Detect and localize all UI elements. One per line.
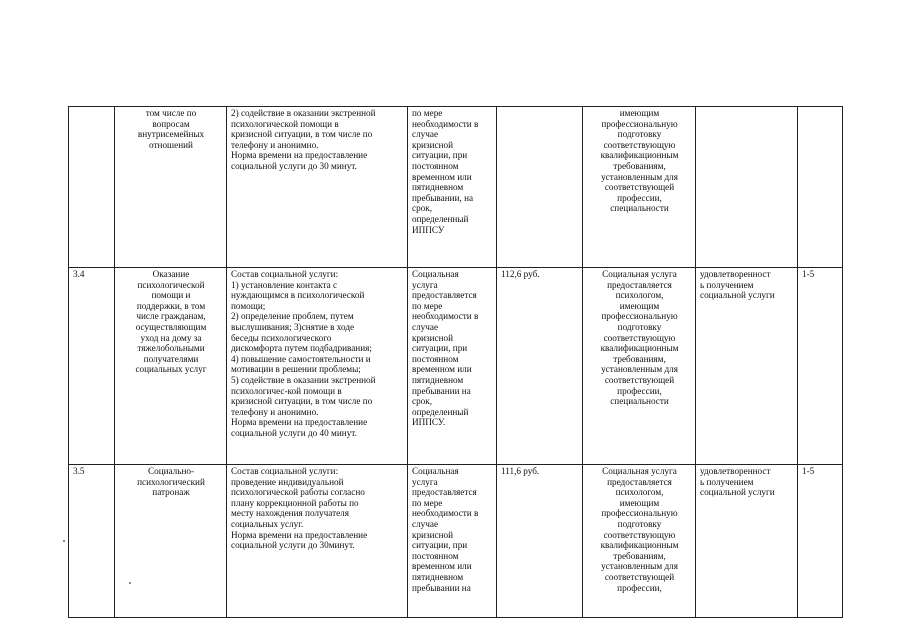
- cell-text-line: кризисной: [412, 139, 454, 150]
- cell-text-line: телефону и анонимно.: [231, 406, 319, 417]
- staff-requirements-cell: [583, 465, 696, 618]
- table-row: [69, 268, 843, 465]
- cell-text-line: необходимости в: [412, 508, 479, 519]
- cell-text-line: временном или: [412, 364, 472, 375]
- cell-text-line: Социальная: [412, 269, 459, 279]
- service-name-cell: [115, 465, 227, 618]
- cell-text-line: имеющим: [619, 108, 660, 118]
- cell-text-line: удовлетворенност: [700, 269, 771, 279]
- cell-text-line: кризисной: [412, 529, 454, 540]
- scan-speck: [63, 540, 65, 542]
- cell-text: 111,6 руб.: [501, 466, 540, 476]
- cell-text-line: поддержки, в том: [136, 300, 206, 311]
- cell-text-line: внутрисемейных: [137, 129, 205, 140]
- cell-text: 1-5: [802, 466, 815, 476]
- quality-indicator-cell: [696, 268, 798, 465]
- cell-text-line: предоставляется: [412, 487, 477, 498]
- cell-text-line: по мере: [412, 300, 443, 311]
- cell-text-line: установленным для: [601, 171, 678, 182]
- cell-text-line: социальной услуги до 30минут.: [231, 540, 355, 551]
- cell-text-line: Состав социальной услуги:: [231, 466, 339, 476]
- cell-text-line: пребывании, на: [412, 192, 474, 203]
- cell-text-line: ь получением: [700, 279, 754, 290]
- cell-text-line: патронаж: [152, 487, 190, 498]
- cell-text-line: помощи и: [151, 290, 191, 301]
- cell-text-line: 5) содействие в оказании экстренной: [231, 374, 376, 385]
- cell-text-line: соответствующей: [604, 571, 675, 582]
- cell-text-line: ситуации, при: [412, 540, 468, 551]
- cell-text-line: постоянном: [412, 160, 459, 171]
- service-content-cell: [227, 268, 408, 465]
- cell-text-line: отношений: [149, 139, 193, 150]
- cell-text-line: необходимости в: [412, 118, 479, 129]
- row-number-cell: [69, 268, 115, 465]
- cell-text-line: социальной услуги до 30 минут.: [231, 160, 357, 171]
- cell-text-line: получателями: [143, 353, 199, 364]
- cell-text-line: психологом,: [615, 290, 664, 301]
- service-name-cell: [115, 107, 227, 268]
- cell-text-line: ИППСУ: [412, 224, 445, 235]
- cell-text-line: случае: [412, 518, 439, 529]
- cell-text-line: ИППСУ.: [412, 417, 446, 428]
- service-name-cell: [115, 268, 227, 465]
- cell-text-line: числе гражданам,: [136, 311, 206, 322]
- cell-text-line: психологической: [137, 279, 205, 290]
- cell-text-line: требованиям,: [613, 160, 666, 171]
- cell-text-line: беседы психологического: [231, 332, 332, 343]
- cell-text-line: установленным для: [601, 561, 678, 572]
- cell-text-line: тяжелобольными: [137, 343, 205, 354]
- cell-text-line: пятидневном: [412, 374, 464, 385]
- table-body: [69, 107, 843, 618]
- cell-text-line: удовлетворенност: [700, 466, 771, 476]
- cell-text-line: Норма времени на предоставление: [231, 417, 368, 428]
- scan-speck: [129, 582, 131, 584]
- cell-text-line: кризисной: [412, 332, 454, 343]
- cell-text-line: определенный: [412, 213, 469, 224]
- service-conditions-cell: [408, 107, 497, 268]
- cell-text-line: социальной услуги до 40 минут.: [231, 427, 357, 438]
- cell-text-line: подготовку: [617, 129, 662, 140]
- cell-text-line: нуждающимся в психологической: [231, 290, 365, 301]
- cell-text-line: услуга: [412, 279, 438, 290]
- cell-text-line: пребывании на: [412, 385, 471, 396]
- cell-text-line: имеющим: [619, 300, 660, 311]
- cell-text-line: постоянном: [412, 550, 459, 561]
- cell-text-line: социальной услуги: [700, 487, 775, 498]
- cell-text-line: Социально-: [147, 466, 195, 476]
- cell-text-line: временном или: [412, 561, 472, 572]
- cell-text-line: профессии,: [617, 385, 662, 396]
- cell-text-line: предоставляется: [607, 279, 672, 290]
- cell-text-line: временном или: [412, 171, 472, 182]
- cell-text: 112,6 руб.: [501, 269, 540, 279]
- period-cell: [798, 465, 843, 618]
- cell-text-line: соответствующую: [603, 332, 676, 343]
- cell-text-line: помощи;: [231, 300, 266, 311]
- cell-text-line: необходимости в: [412, 311, 479, 322]
- cell-text-line: ситуации, при: [412, 343, 468, 354]
- cell-text-line: выслушивания; 3)снятие в ходе: [231, 321, 355, 332]
- period-cell: [798, 107, 843, 268]
- cell-text-line: случае: [412, 129, 439, 140]
- cell-text-line: кризисной ситуации, в том числе по: [231, 396, 373, 407]
- row-number-cell: [69, 107, 115, 268]
- cell-text-line: подготовку: [617, 518, 662, 529]
- quality-indicator-cell: [696, 107, 798, 268]
- service-conditions-cell: [408, 465, 497, 618]
- cell-text-line: установленным для: [601, 364, 678, 375]
- cell-text-line: 2) определение проблем, путем: [231, 311, 354, 322]
- row-number-cell: [69, 465, 115, 618]
- cell-text-line: по мере: [412, 497, 443, 508]
- staff-requirements-cell: [583, 107, 696, 268]
- cell-text-line: соответствующей: [604, 182, 675, 193]
- cell-text-line: вопросам: [152, 118, 190, 129]
- cell-text-line: социальных услуг.: [231, 518, 304, 529]
- cell-text-line: дискомфорта путем подбадривания;: [231, 343, 372, 354]
- cell-text-line: 1) установление контакта с: [231, 279, 338, 290]
- cell-text-line: психологом,: [615, 487, 664, 498]
- cell-text-line: осуществляющим: [135, 321, 207, 332]
- cell-text-line: имеющим: [619, 497, 660, 508]
- cell-text-line: услуга: [412, 476, 438, 487]
- cell-text-line: срок,: [412, 203, 433, 214]
- cell-text-line: требованиям,: [613, 550, 666, 561]
- cell-text-line: 2) содействие в оказании экстренной: [231, 108, 376, 118]
- cell-text: 3.4: [73, 269, 85, 279]
- cell-text-line: психологической работы согласно: [231, 487, 365, 498]
- cell-text-line: профессии,: [617, 582, 662, 593]
- cell-text-line: кризисной ситуации, в том числе по: [231, 129, 373, 140]
- cell-text-line: предоставляется: [607, 476, 672, 487]
- cell-text: 3.5: [73, 466, 85, 476]
- cell-text-line: том числе по: [145, 108, 197, 118]
- cell-text-line: уход на дому за: [140, 332, 202, 343]
- cell-text-line: проведение индивидуальной: [231, 476, 344, 487]
- cell-text-line: профессии,: [617, 192, 662, 203]
- cell-text-line: телефону и анонимно.: [231, 139, 319, 150]
- cell-text-line: профессиональную: [601, 508, 678, 519]
- period-cell: [798, 268, 843, 465]
- staff-requirements-cell: [583, 268, 696, 465]
- cell-text-line: Норма времени на предоставление: [231, 529, 368, 540]
- table-row: [69, 107, 843, 268]
- cell-text-line: квалификационным: [600, 343, 679, 354]
- cell-text-line: постоянном: [412, 353, 459, 364]
- cell-text-line: ситуации, при: [412, 150, 468, 161]
- cell-text-line: мотивации в решении проблемы;: [231, 364, 361, 375]
- cell-text: 1-5: [802, 269, 815, 279]
- cell-text-line: требованиям,: [613, 353, 666, 364]
- cell-text-line: социальной услуги: [700, 290, 775, 301]
- service-content-cell: [227, 107, 408, 268]
- cell-text-line: случае: [412, 321, 439, 332]
- table-row: [69, 465, 843, 618]
- cell-text-line: психологический: [137, 476, 205, 487]
- cell-text-line: соответствующую: [603, 529, 676, 540]
- cell-text-line: по мере: [412, 108, 443, 118]
- cell-text-line: плану коррекционной работы по: [231, 497, 359, 508]
- cell-text-line: Социальная: [412, 466, 459, 476]
- services-table: [68, 106, 843, 618]
- cell-text-line: профессиональную: [601, 118, 678, 129]
- tariff-cell: [497, 107, 583, 268]
- cell-text-line: предоставляется: [412, 290, 477, 301]
- cell-text-line: специальности: [610, 203, 669, 214]
- service-conditions-cell: [408, 268, 497, 465]
- cell-text-line: квалификационным: [600, 150, 679, 161]
- cell-text-line: Социальная услуга: [602, 269, 677, 279]
- cell-text-line: определенный: [412, 406, 469, 417]
- cell-text-line: срок,: [412, 396, 433, 407]
- cell-text-line: квалификационным: [600, 540, 679, 551]
- cell-text-line: профессиональную: [601, 311, 678, 322]
- service-content-cell: [227, 465, 408, 618]
- cell-text-line: соответствующую: [603, 139, 676, 150]
- cell-text-line: специальности: [610, 396, 669, 407]
- cell-text-line: психологической помощи в: [231, 118, 339, 129]
- cell-text-line: 4) повышение самостоятельности и: [231, 353, 371, 364]
- cell-text-line: пребывании на: [412, 582, 471, 593]
- cell-text-line: Состав социальной услуги:: [231, 269, 339, 279]
- cell-text-line: Норма времени на предоставление: [231, 150, 368, 161]
- tariff-cell: [497, 465, 583, 618]
- cell-text-line: Оказание: [152, 269, 190, 279]
- cell-text-line: Социальная услуга: [602, 466, 677, 476]
- cell-text-line: психологичес-кой помощи в: [231, 385, 342, 396]
- cell-text-line: подготовку: [617, 321, 662, 332]
- cell-text-line: соответствующей: [604, 374, 675, 385]
- quality-indicator-cell: [696, 465, 798, 618]
- cell-text-line: ь получением: [700, 476, 754, 487]
- cell-text-line: пятидневном: [412, 182, 464, 193]
- tariff-cell: [497, 268, 583, 465]
- cell-text-line: месту нахождения получателя: [231, 508, 349, 519]
- cell-text-line: пятидневном: [412, 571, 464, 582]
- cell-text-line: социальных услуг: [135, 364, 207, 375]
